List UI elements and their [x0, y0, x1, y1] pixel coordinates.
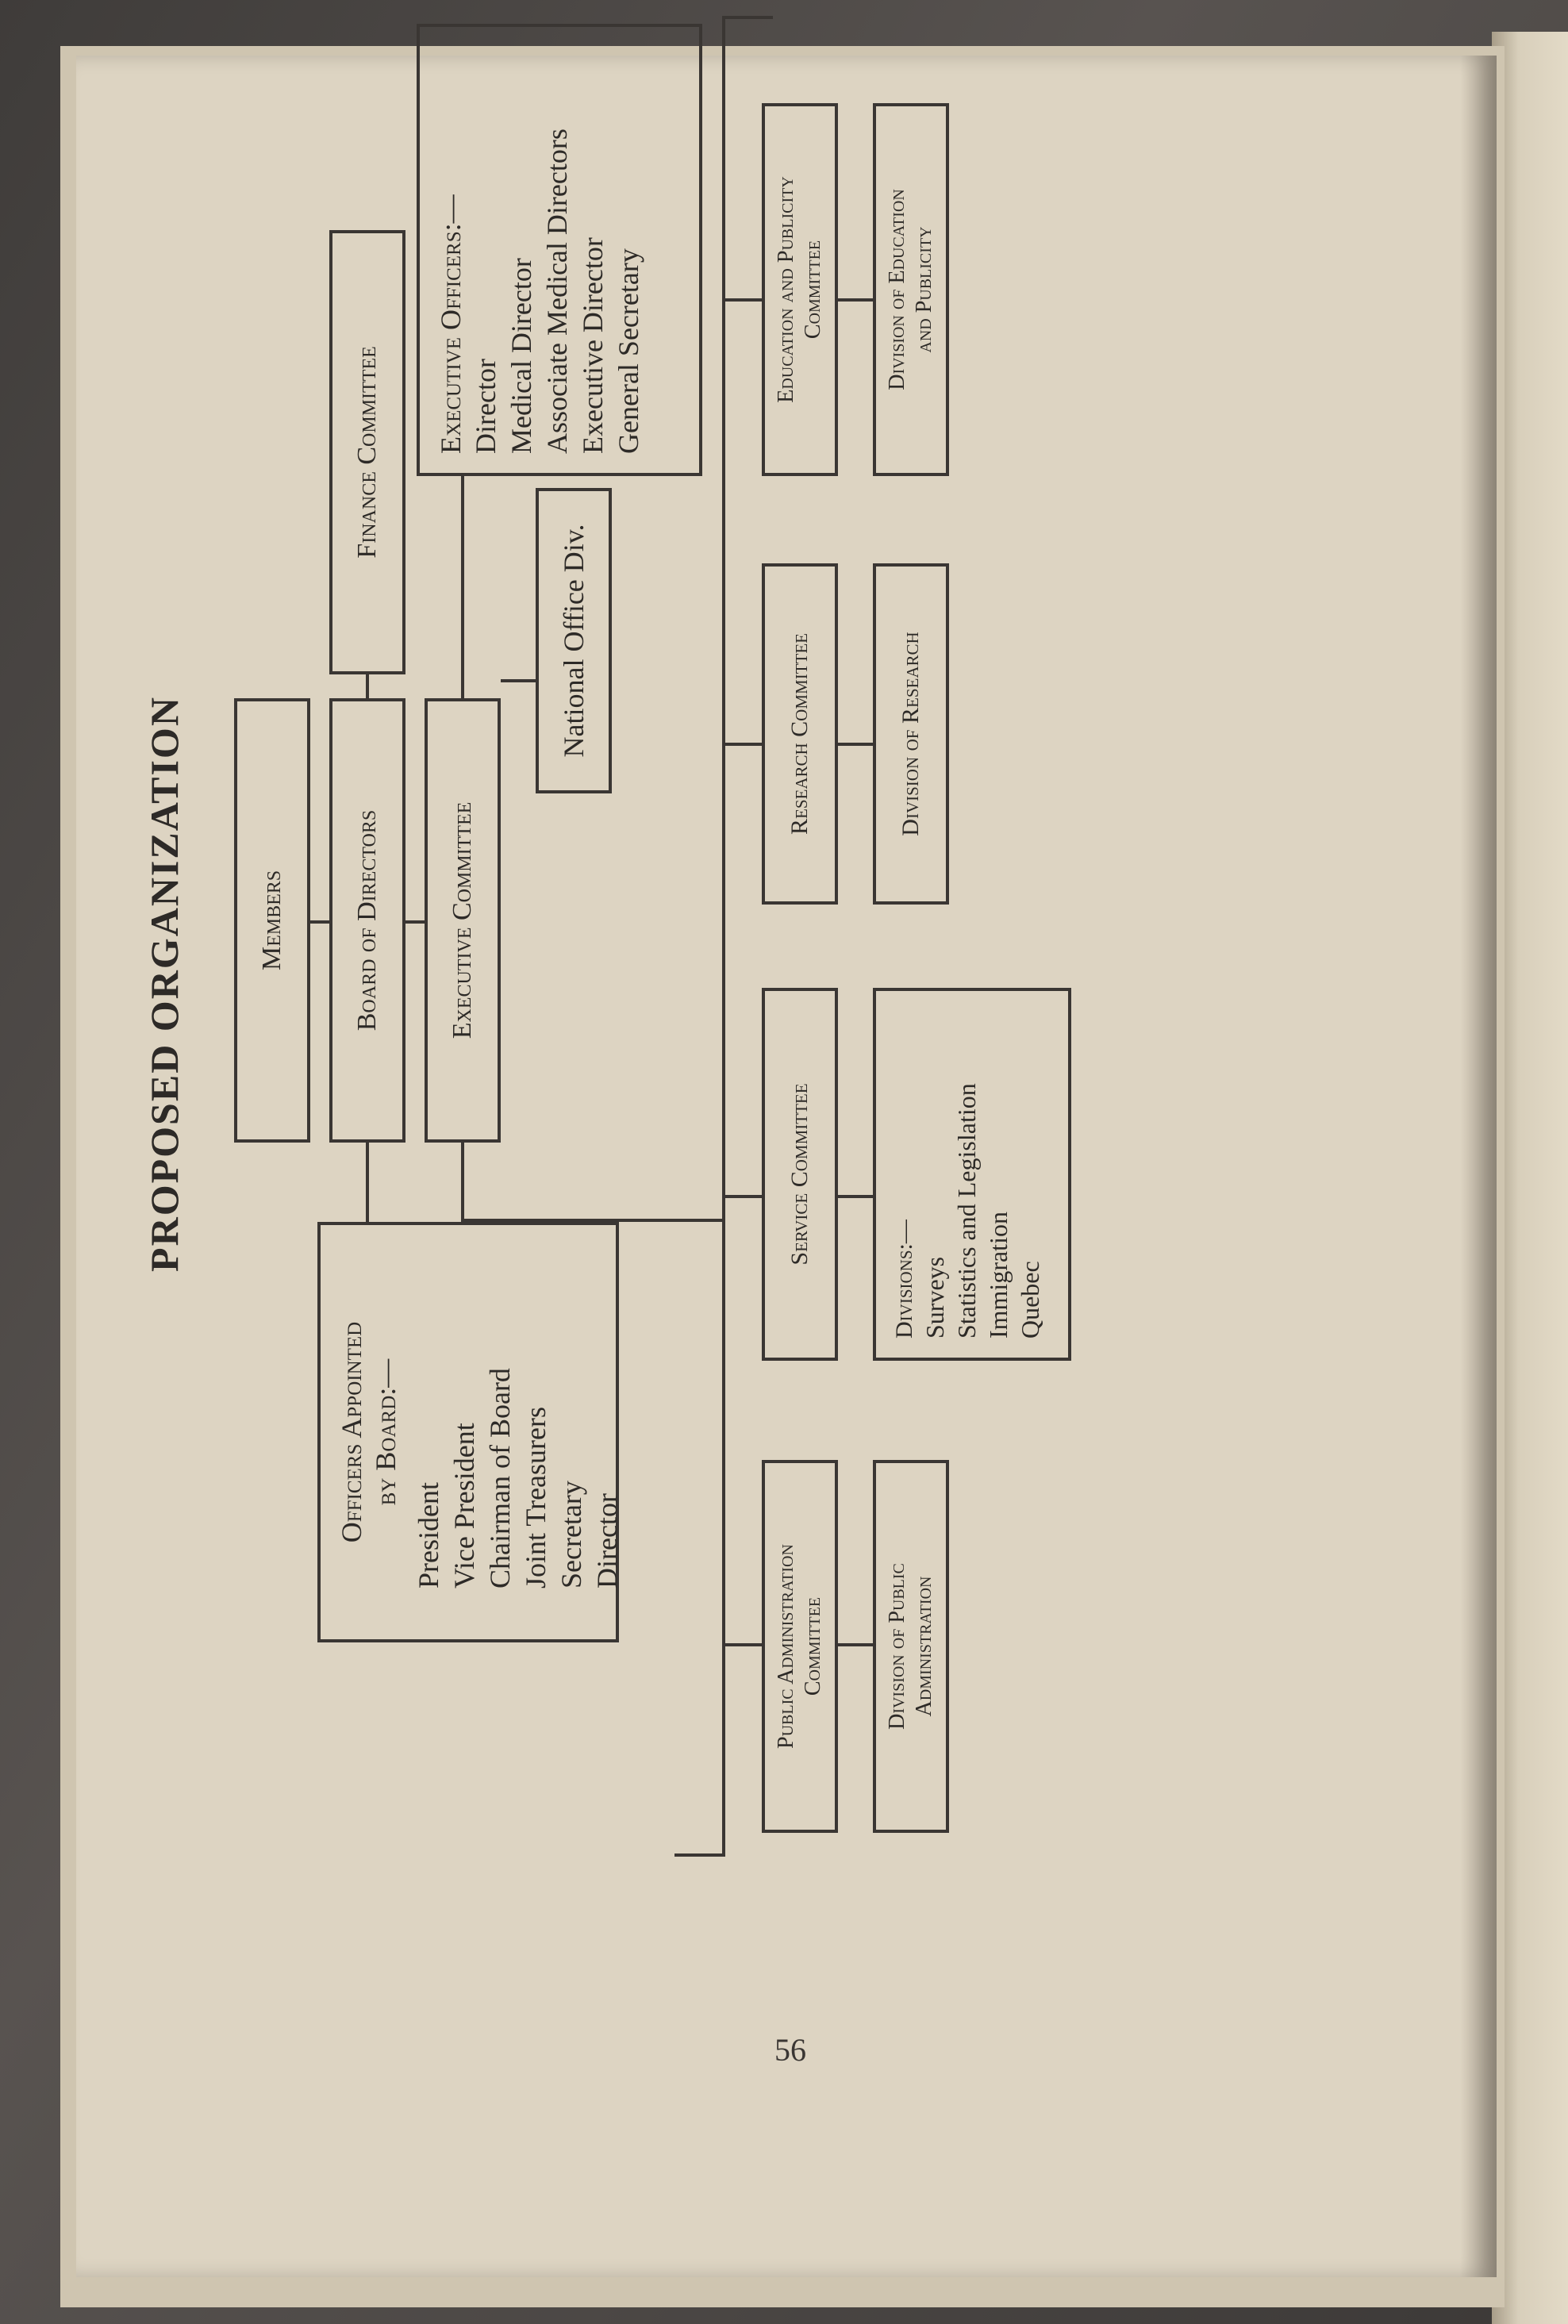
executive-officers-header: Executive Officers:—	[435, 194, 467, 454]
connector-members-board	[310, 920, 329, 924]
chart-title: PROPOSED ORGANIZATION	[142, 696, 186, 1272]
divisions-header: Divisions:—	[891, 1220, 917, 1339]
members-label: Members	[256, 870, 286, 971]
finance-label: Finance Committee	[352, 346, 382, 559]
executive-committee-label: Executive Committee	[447, 801, 477, 1039]
members-box	[234, 698, 310, 1143]
connector-bus-public	[722, 1643, 762, 1646]
org-chart-rotated	[119, 0, 1516, 2095]
finance-box	[329, 230, 405, 674]
executive-officers-list: Director Medical Director Associate Medical Directors Executive Director General Secretary	[470, 129, 645, 454]
connector-bus-right-end	[722, 16, 773, 19]
connector-bus-research	[722, 743, 762, 746]
connector-board-exec	[405, 920, 425, 924]
executive-officers-box	[417, 24, 702, 476]
connector-board-officers	[366, 1143, 369, 1222]
division-research-box: Division of Research	[873, 563, 949, 905]
executive-committee-box	[425, 698, 501, 1143]
connector-bus-down	[461, 1219, 723, 1222]
board-box	[329, 698, 405, 1143]
service-committee-box: Service Committee	[762, 988, 838, 1361]
connector-bus-horizontal	[722, 16, 725, 1857]
divisions-list: Surveys Statistics and Legislation Immigration Quebec	[920, 1083, 1044, 1339]
national-office-box	[536, 488, 612, 793]
divisions-box	[873, 988, 1071, 1361]
connector-bus-education	[722, 298, 762, 302]
connector-service-divisions	[838, 1195, 873, 1198]
connector-board-finance	[366, 674, 369, 698]
officers-appointed-header: Officers Appointed by Board:—	[336, 1321, 402, 1543]
division-public-admin-box: Division of Public Administration	[873, 1460, 949, 1833]
officers-appointed-list: President Vice President Chairman of Board Joint Treasurers Secretary Director	[413, 1368, 624, 1588]
connector-exec-officers	[461, 476, 464, 698]
connector-bus-service	[722, 1195, 762, 1198]
education-committee-box: Education and Publicity Committee	[762, 103, 838, 476]
connector-research-division	[838, 743, 873, 746]
page-number: 56	[774, 2032, 806, 2068]
connector-exec-bus	[461, 1143, 464, 1222]
board-label: Board of Directors	[352, 809, 382, 1031]
national-office-label: National Office Div.	[557, 524, 590, 758]
division-education-box: Division of Education and Publicity	[873, 103, 949, 476]
officers-appointed-box	[317, 1222, 624, 1642]
public-admin-committee-box: Public Administration Committee	[762, 1460, 838, 1833]
connector-education-division	[838, 298, 873, 302]
connector-exec-national	[501, 679, 536, 682]
research-committee-box: Research Committee	[762, 563, 838, 905]
connector-bus-left-end	[674, 1853, 725, 1857]
connector-public-division	[838, 1643, 873, 1646]
